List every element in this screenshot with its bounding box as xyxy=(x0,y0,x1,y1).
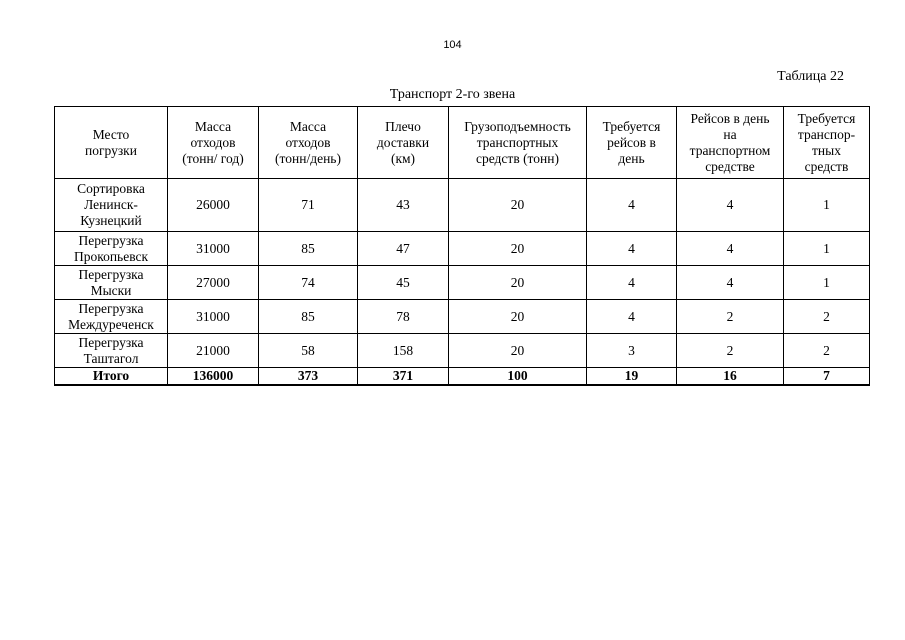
table-row xyxy=(55,232,870,266)
cell-capacity: 20 xyxy=(449,300,587,334)
cell-trips-required: 3 xyxy=(587,334,677,368)
table-row xyxy=(55,300,870,334)
table-title: Транспорт 2-го звена xyxy=(389,87,516,102)
cell-trips-per-vehicle: 2 xyxy=(677,300,784,334)
cell-trips-required: 4 xyxy=(587,266,677,300)
cell-capacity: 20 xyxy=(449,179,587,232)
cell-mass-year: 31000 xyxy=(168,300,259,334)
total-mass-year: 136000 xyxy=(168,368,259,386)
cell-trips-per-vehicle: 4 xyxy=(677,179,784,232)
header-waste-mass-year: Масса отходов (тонн/ год) xyxy=(168,107,259,179)
cell-place: Перегрузка Мыски xyxy=(55,266,168,300)
cell-trips-required: 4 xyxy=(587,300,677,334)
cell-vehicles-required: 1 xyxy=(784,232,870,266)
cell-distance: 43 xyxy=(358,179,449,232)
cell-mass-day: 71 xyxy=(259,179,358,232)
table-label: Таблица 22 xyxy=(777,69,844,84)
cell-place: Сортировка Ленинск- Кузнецкий xyxy=(55,179,168,232)
header-row xyxy=(55,107,870,179)
header-vehicle-capacity: Грузоподъемность транспортных средств (тонн) xyxy=(449,107,587,179)
header-vehicles-required: Требуется транспор- тных средств xyxy=(784,107,870,179)
total-vehicles-required: 7 xyxy=(784,368,870,386)
cell-trips-per-vehicle: 2 xyxy=(677,334,784,368)
total-capacity: 100 xyxy=(449,368,587,386)
cell-capacity: 20 xyxy=(449,266,587,300)
cell-place: Перегрузка Междуреченск xyxy=(55,300,168,334)
cell-mass-day: 58 xyxy=(259,334,358,368)
header-waste-mass-day: Масса отходов (тонн/день) xyxy=(259,107,358,179)
cell-trips-per-vehicle: 4 xyxy=(677,266,784,300)
page-number: 104 xyxy=(443,39,462,51)
total-trips-per-vehicle: 16 xyxy=(677,368,784,386)
cell-capacity: 20 xyxy=(449,334,587,368)
cell-vehicles-required: 1 xyxy=(784,179,870,232)
total-distance: 371 xyxy=(358,368,449,386)
total-trips-required: 19 xyxy=(587,368,677,386)
cell-mass-day: 85 xyxy=(259,232,358,266)
total-label: Итого xyxy=(55,368,168,386)
cell-distance: 47 xyxy=(358,232,449,266)
cell-mass-day: 85 xyxy=(259,300,358,334)
cell-distance: 78 xyxy=(358,300,449,334)
transport-table xyxy=(54,106,870,386)
cell-capacity: 20 xyxy=(449,232,587,266)
cell-place: Перегрузка Прокопьевск xyxy=(55,232,168,266)
header-loading-place: Место погрузки xyxy=(55,107,168,179)
cell-vehicles-required: 2 xyxy=(784,334,870,368)
cell-mass-year: 31000 xyxy=(168,232,259,266)
header-trips-required: Требуется рейсов в день xyxy=(587,107,677,179)
header-delivery-distance: Плечо доставки (км) xyxy=(358,107,449,179)
total-mass-day: 373 xyxy=(259,368,358,386)
cell-vehicles-required: 2 xyxy=(784,300,870,334)
cell-trips-required: 4 xyxy=(587,232,677,266)
table-row xyxy=(55,266,870,300)
cell-mass-year: 21000 xyxy=(168,334,259,368)
table-row xyxy=(55,334,870,368)
cell-mass-year: 27000 xyxy=(168,266,259,300)
cell-distance: 45 xyxy=(358,266,449,300)
header-trips-per-vehicle: Рейсов в день на транспортном средстве xyxy=(677,107,784,179)
table-row xyxy=(55,179,870,232)
total-row xyxy=(55,368,870,386)
cell-trips-required: 4 xyxy=(587,179,677,232)
cell-distance: 158 xyxy=(358,334,449,368)
cell-trips-per-vehicle: 4 xyxy=(677,232,784,266)
cell-mass-day: 74 xyxy=(259,266,358,300)
cell-place: Перегрузка Таштагол xyxy=(55,334,168,368)
cell-mass-year: 26000 xyxy=(168,179,259,232)
cell-vehicles-required: 1 xyxy=(784,266,870,300)
